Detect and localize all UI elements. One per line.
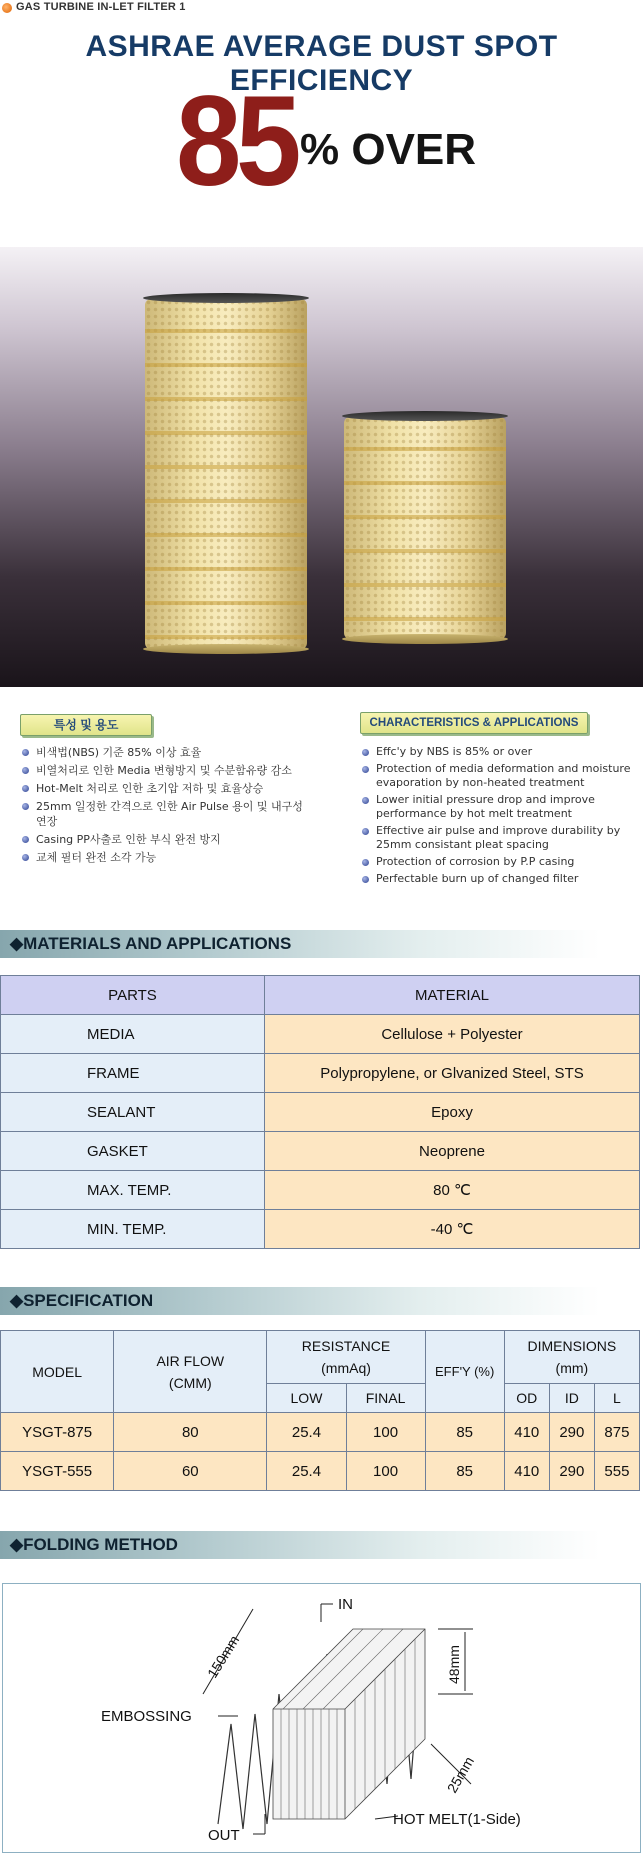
materials-title: ◆MATERIALS AND APPLICATIONS bbox=[10, 934, 292, 953]
folding-section-bar bbox=[0, 1531, 600, 1559]
top-label bbox=[0, 0, 643, 16]
table-cell: Polypropylene, or Glvanized Steel, STS bbox=[265, 1054, 640, 1093]
table-row bbox=[1, 1171, 640, 1210]
pleat-pack bbox=[273, 1629, 425, 1819]
big-suffix: % OVER bbox=[300, 125, 477, 174]
dimension-150-label: 150mm bbox=[203, 1632, 243, 1681]
table-cell: 25.4 bbox=[267, 1413, 346, 1452]
specification-title: ◆SPECIFICATION bbox=[10, 1291, 154, 1310]
resistance-unit: (mmAq) bbox=[321, 1360, 371, 1376]
embossing-label: EMBOSSING bbox=[101, 1708, 192, 1725]
table-row bbox=[1, 1132, 640, 1171]
out-label: OUT bbox=[208, 1827, 240, 1844]
table-cell: Epoxy bbox=[265, 1093, 640, 1132]
features-en-title: CHARACTERISTICS & APPLICATIONS bbox=[360, 712, 588, 734]
column-header: ID bbox=[549, 1384, 594, 1413]
resistance-label: RESISTANCE bbox=[301, 1338, 391, 1354]
table-cell: YSGT-875 bbox=[1, 1413, 114, 1452]
list-item: Protection of corrosion by P.P casing bbox=[360, 855, 640, 869]
column-header bbox=[267, 1331, 425, 1384]
table-cell: GASKET bbox=[1, 1132, 265, 1171]
table-row bbox=[1, 1015, 640, 1054]
table-row bbox=[1, 1054, 640, 1093]
list-item: Casing PP사출로 인한 부식 완전 방지 bbox=[20, 832, 338, 847]
list-item: Effective air pulse and improve durability by 25mm consistant pleat spacing bbox=[360, 824, 640, 852]
column-header: EFF'Y (%) bbox=[425, 1331, 504, 1413]
dimensions-label: DIMENSIONS bbox=[527, 1338, 617, 1354]
folding-diagram-box bbox=[2, 1583, 641, 1853]
column-header: L bbox=[594, 1384, 639, 1413]
table-cell: -40 ℃ bbox=[265, 1210, 640, 1249]
specification-section-bar bbox=[0, 1287, 600, 1315]
table-cell: 85 bbox=[425, 1413, 504, 1452]
features-ko-title: 특성 및 용도 bbox=[20, 714, 152, 736]
list-item: Protection of media deformation and moisture evaporation by non-heated treatment bbox=[360, 762, 640, 790]
column-header: FINAL bbox=[346, 1384, 425, 1413]
table-row bbox=[1, 1452, 640, 1491]
table-cell: 85 bbox=[425, 1452, 504, 1491]
table-cell: MIN. TEMP. bbox=[1, 1210, 265, 1249]
table-cell: 555 bbox=[594, 1452, 639, 1491]
table-row bbox=[1, 1210, 640, 1249]
list-item: 비열처리로 인한 Media 변형방지 및 수분함유량 감소 bbox=[20, 763, 338, 778]
bullet-icon bbox=[2, 3, 12, 13]
table-cell: 875 bbox=[594, 1413, 639, 1452]
table-cell: 410 bbox=[504, 1413, 549, 1452]
dimensions-unit: (mm) bbox=[555, 1360, 589, 1376]
dimension-25-label: 25mm bbox=[443, 1753, 478, 1796]
column-header: PARTS bbox=[1, 976, 265, 1015]
table-cell: Cellulose + Polyester bbox=[265, 1015, 640, 1054]
product-photo bbox=[0, 247, 643, 687]
specification-table bbox=[0, 1330, 640, 1491]
list-item: Effc'y by NBS is 85% or over bbox=[360, 745, 640, 759]
table-cell: SEALANT bbox=[1, 1093, 265, 1132]
airflow-label: AIR FLOW bbox=[156, 1352, 225, 1369]
list-item: Hot-Melt 처리로 인한 초기압 저하 및 효율상승 bbox=[20, 781, 338, 796]
materials-section-bar bbox=[0, 930, 600, 958]
features-en-list bbox=[360, 745, 640, 889]
table-cell: 100 bbox=[346, 1413, 425, 1452]
table-cell: 410 bbox=[504, 1452, 549, 1491]
tall-filter-cartridge bbox=[145, 299, 307, 649]
table-header-row bbox=[1, 1331, 640, 1384]
list-item: 비색법(NBS) 기준 85% 이상 효율 bbox=[20, 745, 338, 760]
table-cell: 100 bbox=[346, 1452, 425, 1491]
short-filter-cartridge bbox=[344, 417, 506, 639]
table-cell: Neoprene bbox=[265, 1132, 640, 1171]
table-cell: 290 bbox=[549, 1452, 594, 1491]
in-label: IN bbox=[338, 1596, 353, 1613]
headline: ASHRAE AVERAGE DUST SPOT EFFICIENCY bbox=[85, 30, 558, 97]
table-cell: 60 bbox=[114, 1452, 267, 1491]
list-item: Lower initial pressure drop and improve performance by hot melt treatment bbox=[360, 793, 640, 821]
dimension-48-label: 48mm bbox=[446, 1645, 462, 1684]
table-cell: MAX. TEMP. bbox=[1, 1171, 265, 1210]
table-row bbox=[1, 1093, 640, 1132]
hotmelt-label: HOT MELT(1-Side) bbox=[393, 1811, 521, 1828]
table-cell: 80 ℃ bbox=[265, 1171, 640, 1210]
table-cell: MEDIA bbox=[1, 1015, 265, 1054]
table-row bbox=[1, 1413, 640, 1452]
folding-diagram bbox=[3, 1584, 640, 1852]
list-item: 25mm 일정한 간격으로 인한 Air Pulse 용이 및 내구성 연장 bbox=[20, 799, 316, 829]
airflow-unit: (CMM) bbox=[168, 1374, 212, 1391]
table-cell: 80 bbox=[114, 1413, 267, 1452]
top-label-text: GAS TURBINE IN-LET FILTER 1 bbox=[16, 1, 186, 13]
table-cell: 25.4 bbox=[267, 1452, 346, 1491]
table-cell: YSGT-555 bbox=[1, 1452, 114, 1491]
column-header: MODEL bbox=[1, 1331, 114, 1413]
column-header: OD bbox=[504, 1384, 549, 1413]
materials-table bbox=[0, 975, 640, 1249]
folding-title: ◆FOLDING METHOD bbox=[10, 1535, 178, 1554]
table-cell: 290 bbox=[549, 1413, 594, 1452]
column-header: MATERIAL bbox=[265, 976, 640, 1015]
list-item: 교체 필터 완전 소각 가능 bbox=[20, 850, 338, 865]
features-ko-list bbox=[20, 745, 338, 868]
column-header: LOW bbox=[267, 1384, 346, 1413]
column-header bbox=[504, 1331, 639, 1384]
table-header-row bbox=[1, 976, 640, 1015]
list-item: Perfectable burn up of changed filter bbox=[360, 872, 640, 886]
big-number: 85 bbox=[176, 70, 296, 213]
column-header bbox=[114, 1331, 267, 1413]
table-cell: FRAME bbox=[1, 1054, 265, 1093]
